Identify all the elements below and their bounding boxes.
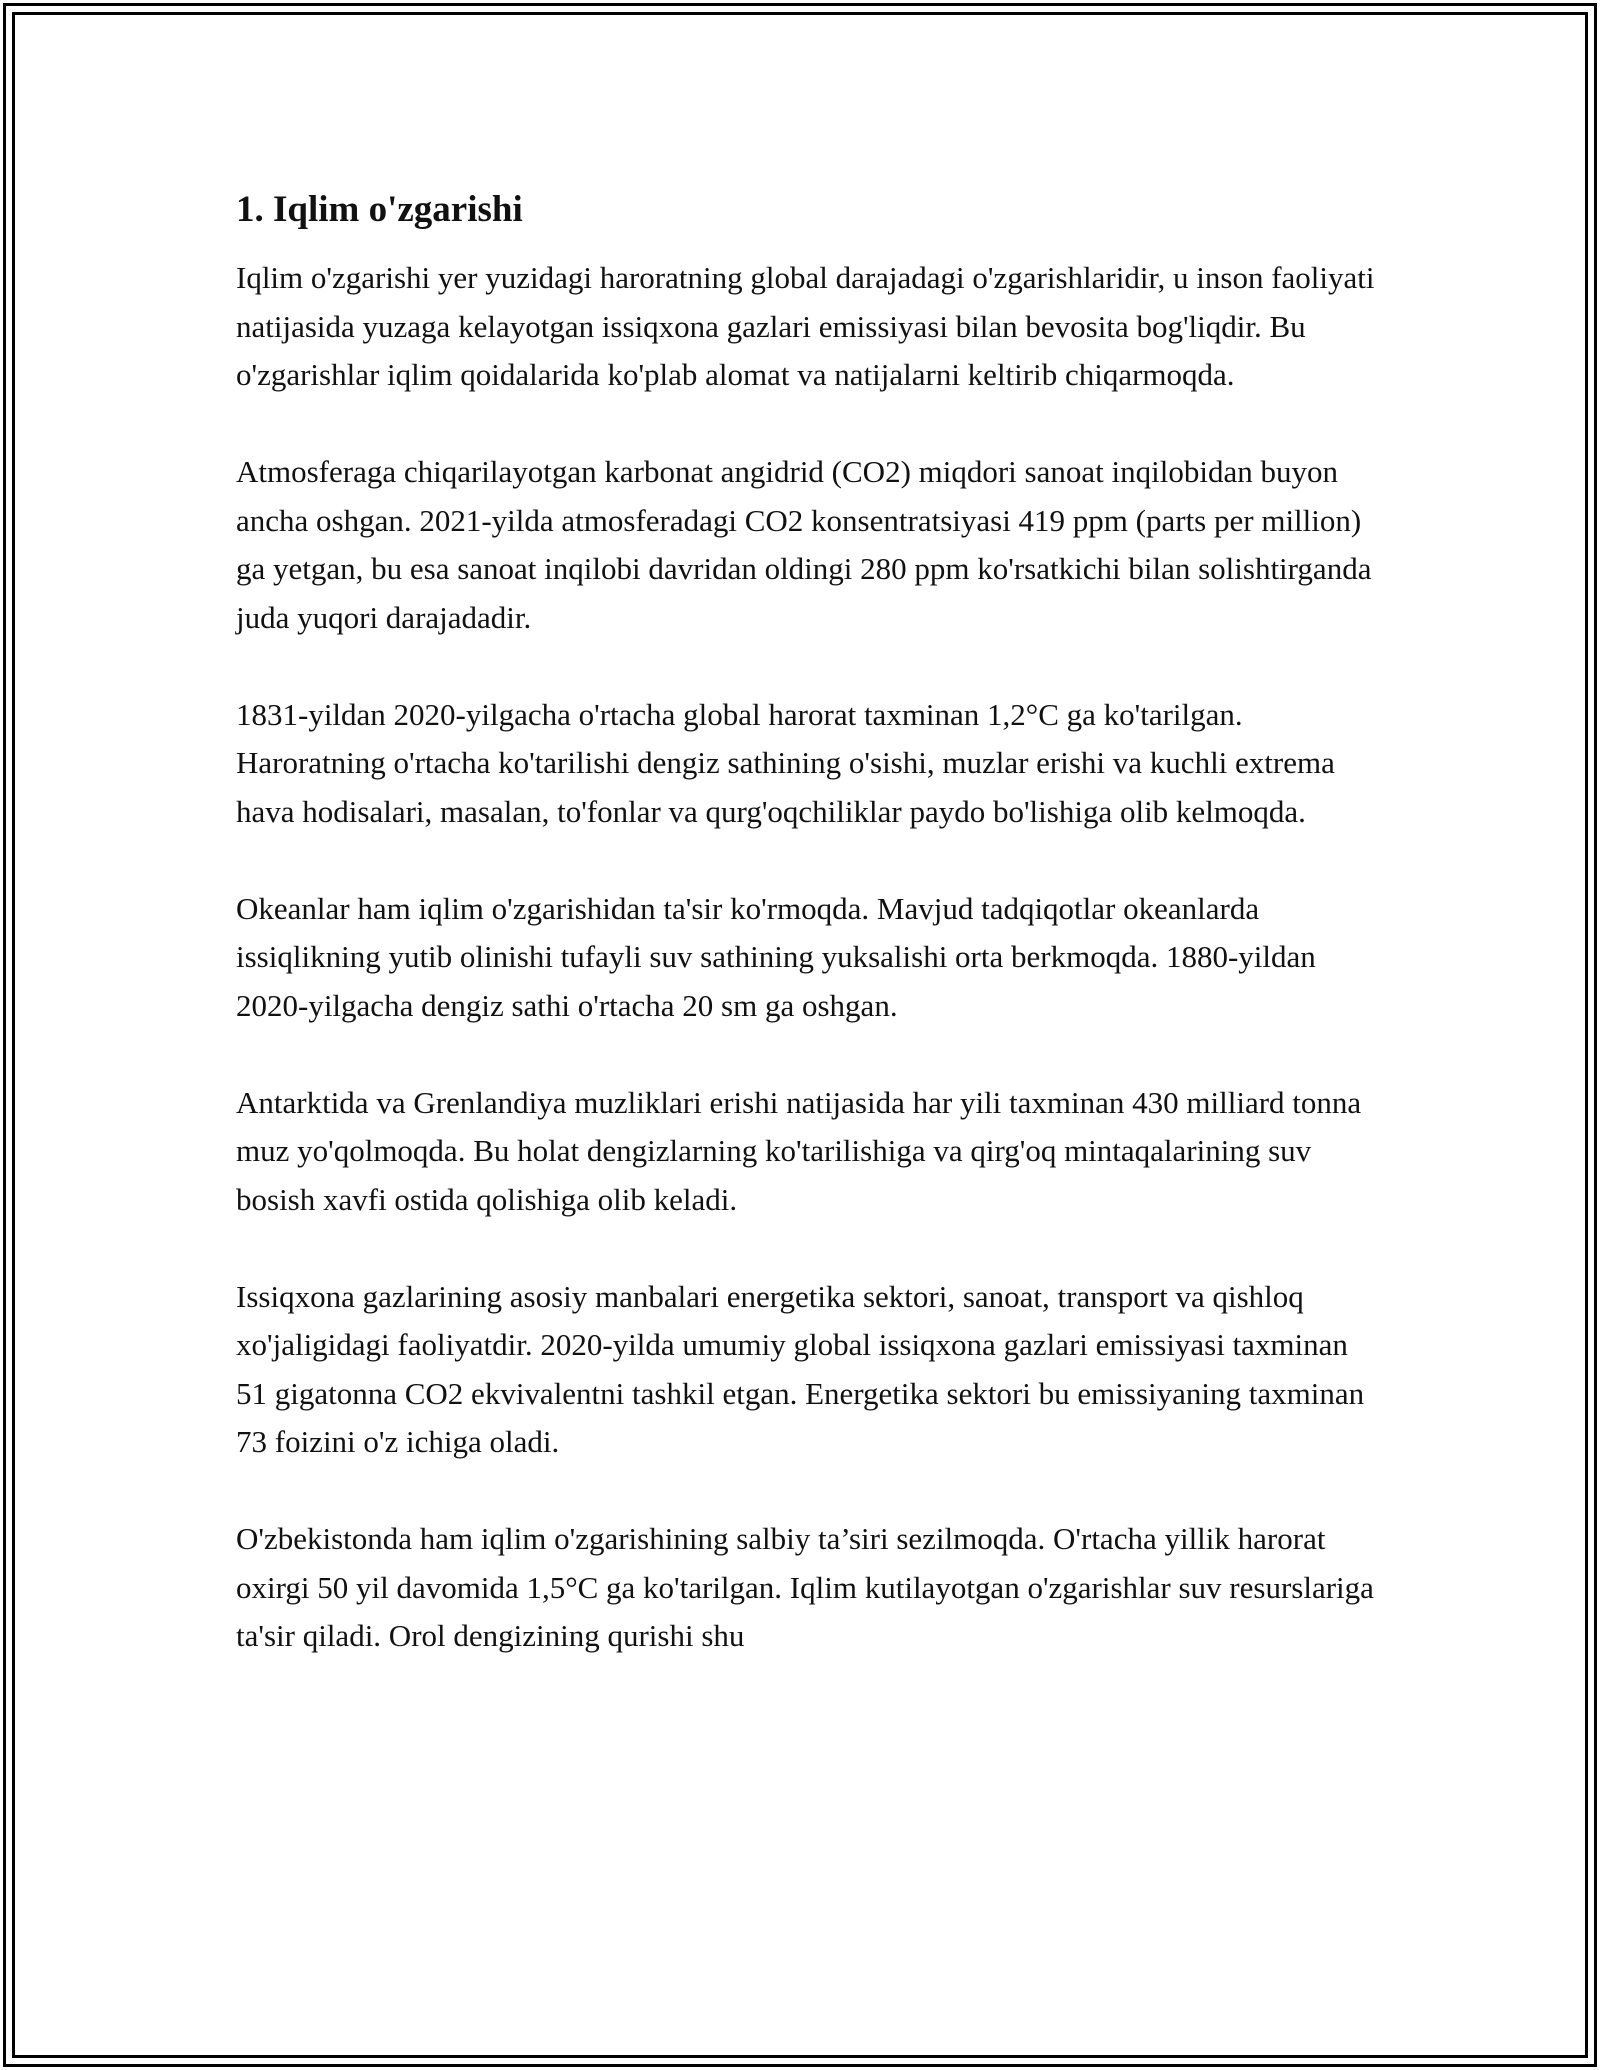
paragraph-emission-sources: Issiqxona gazlarining asosiy manbalari energetika sektori, sanoat, transport va qishloq xo'jaligidagi faoliyatdir. 2020-yilda umumiy global issiqxona gazlari emissiyasi taxminan 51 gigatonna CO2 ekvivalentni tashkil etgan. Energetika sektori bu emissiyaning taxminan 73 foizini o'z ichiga oladi. [236, 1278, 1365, 1459]
paragraph-co2: Atmosferaga chiqarilayotgan karbonat angidrid (CO2) miqdori sanoat inqilobidan buyon ancha oshgan. 2021-yilda atmosferadagi CO2 konsentratsiyasi 419 ppm (parts per million) ga yetgan, bu esa sanoat inqilobi davridan oldingi 280 ppm ko'rsatkichi bilan solishtirganda juda yuqori darajadadir. [236, 454, 1372, 635]
paragraph-uzbekistan: O'zbekistonda ham iqlim o'zgarishining salbiy ta’siri sezilmoqda. O'rtacha yillik harorat oxirgi 50 yil davomida 1,5°C ga ko'tarilgan. Iqlim kutilayotgan o'zgarishlar suv resurslariga ta'sir qiladi. Orol dengizining qurishi shu [236, 1521, 1374, 1653]
paragraph-intro: Iqlim o'zgarishi yer yuzidagi haroratning global darajadagi o'zgarishlaridir, u inson faoliyati natijasida yuzaga kelayotgan issiqxona gazlari emissiyasi bilan bevosita bog'liqdir. Bu o'zgarishlar iqlim qoidalarida ko'plab alomat va natijalarni keltirib chiqarmoqda. [236, 260, 1375, 392]
document-body [236, 186, 1376, 1661]
paragraph-glaciers: Antarktida va Grenlandiya muzliklari erishi natijasida har yili taxminan 430 milliard tonna muz yo'qolmoqda. Bu holat dengizlarning ko'tarilishiga va qirg'oq mintaqalarining suv bosish xavfi ostida qolishiga olib keladi. [236, 1084, 1362, 1217]
paragraph-temperature: 1831-yildan 2020-yilgacha o'rtacha global harorat taxminan 1,2°C ga ko'tarilgan. Haroratning o'rtacha ko'tarilishi dengiz sathining o'sishi, muzlar erishi va kuchli extrema hava hodisalari, masalan, to'fonlar va qurg'oqchiliklar paydo bo'lishiga olib kelmoqda. [236, 696, 1335, 829]
paragraph-oceans: Okeanlar ham iqlim o'zgarishidan ta'sir ko'rmoqda. Mavjud tadqiqotlar okeanlarda issiqlikning yutib olinishi tufayli suv sathining yuksalishi orta berkmoqda. 1880-yildan 2020-yilgacha dengiz sathi o'rtacha 20 sm ga oshgan. [236, 890, 1316, 1023]
section-heading: 1. Iqlim o'zgarishi [236, 189, 523, 230]
